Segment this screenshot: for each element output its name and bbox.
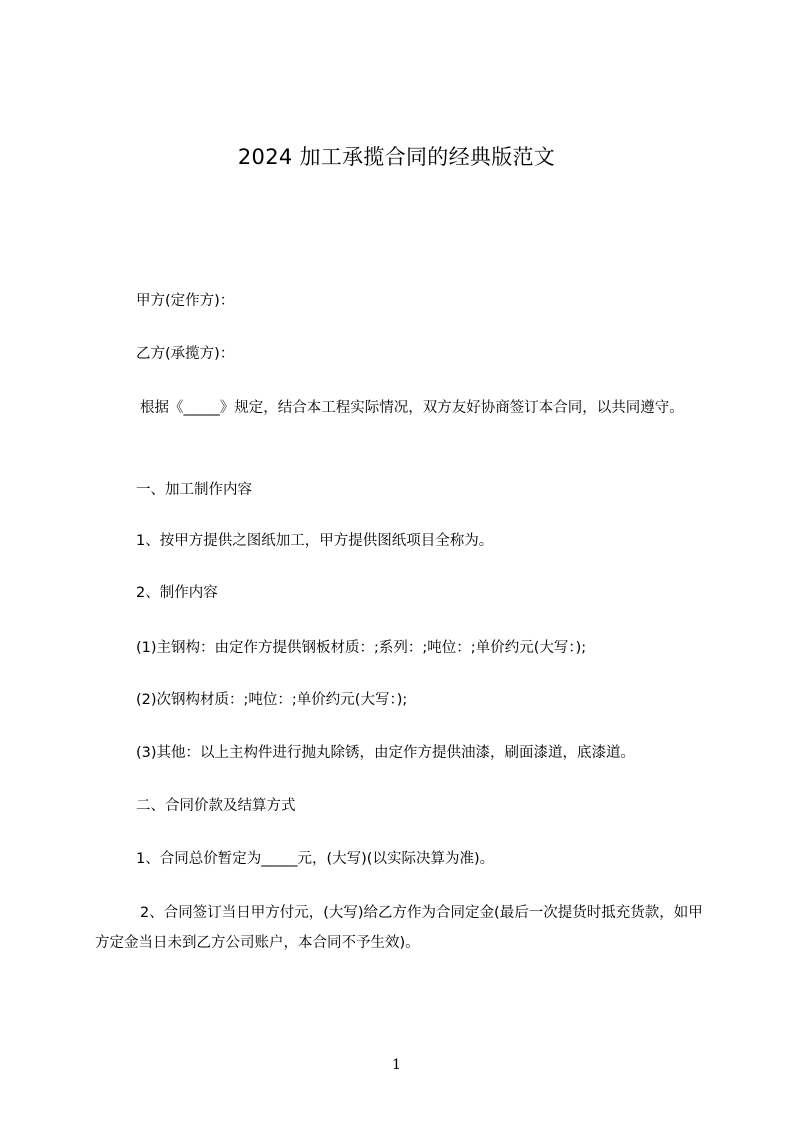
party-b-label: 乙方(承揽方)： [136,346,235,362]
intro-paragraph: 根据《_____》规定，结合本工程实际情况，双方友好协商签订本合同，以共同遵守。 [140,400,684,416]
section-1-item-2: 2、制作内容 [136,585,218,601]
section-2-item-2: 2、合同签订当日甲方付元，(大写)给乙方作为合同定金(最后一次提货时抵充货款，如甲方定金当日未到乙方公司账户，本合同不予生效)。 [95,905,703,951]
section-1-item-1: 1、按甲方提供之图纸加工，甲方提供图纸项目全称为。 [136,533,494,549]
page-number: 1 [392,1057,401,1073]
party-a-label: 甲方(定作方)： [136,293,235,309]
section-2-heading: 二、合同价款及结算方式 [136,798,296,814]
section-1-item-2-sub-3: (3)其他：以上主构件进行抛丸除锈，由定作方提供油漆，刷面漆道，底漆道。 [136,745,636,761]
section-2-item-1: 1、合同总价暂定为_____元，(大写)(以实际决算为准)。 [136,851,495,867]
section-1-item-2-sub-1: (1)主钢构：由定作方提供钢板材质：;系列：;吨位：;单价约元(大写：); [136,640,587,656]
section-1-heading: 一、加工制作内容 [136,482,252,498]
document-title: 2024 加工承揽合同的经典版范文 [237,145,556,169]
section-1-item-2-sub-2: (2)次钢构材质：;吨位：;单价约元(大写：); [136,692,408,708]
